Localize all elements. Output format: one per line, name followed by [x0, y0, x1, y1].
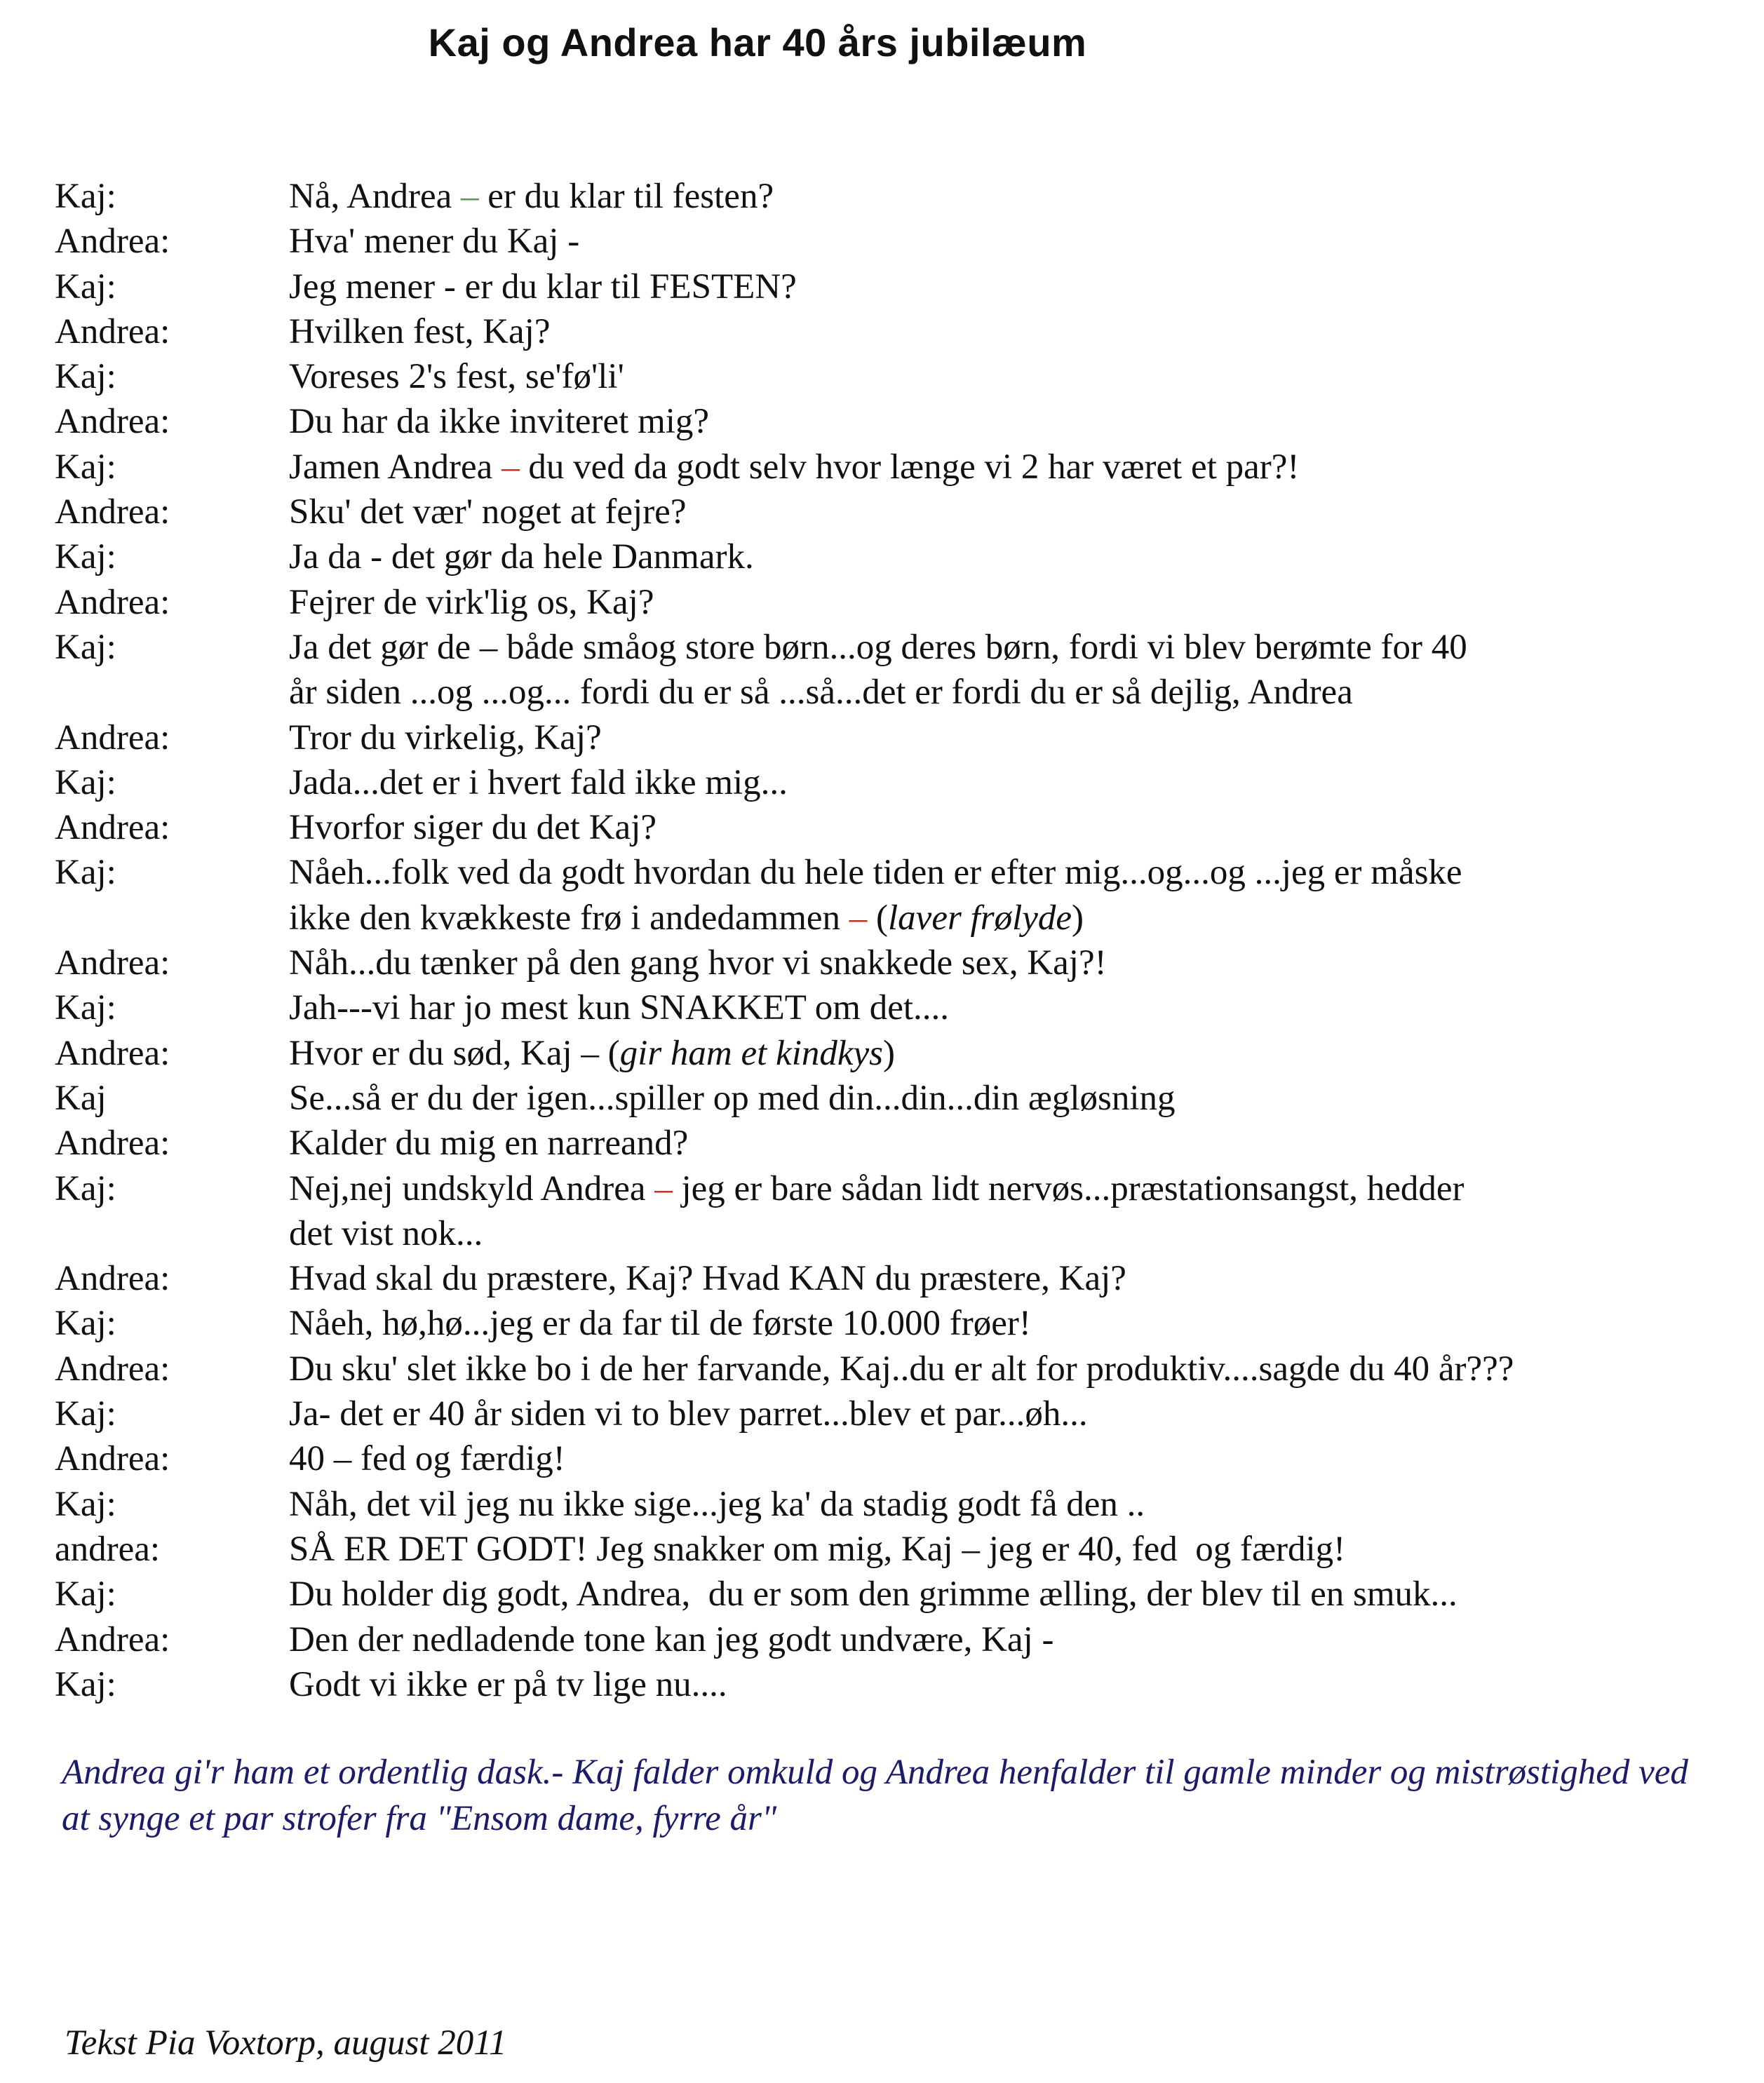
line-segment: du ved da godt selv hvor længe vi 2 har været et par?!	[519, 447, 1300, 487]
dialogue-line	[55, 219, 1738, 264]
line-text	[289, 219, 1738, 264]
dialogue-line	[55, 1121, 1738, 1166]
speaker-name: Andrea:	[55, 1619, 170, 1659]
line-text	[289, 941, 1738, 985]
line-segment: Jah---vi har jo mest kun SNAKKET om det....	[289, 988, 950, 1028]
line-segment: Tror du virkelig, Kaj?	[289, 717, 602, 757]
line-segment: Fejrer de virk'lig os, Kaj?	[289, 582, 654, 622]
speaker-name: Kaj:	[55, 1394, 116, 1434]
line-text	[289, 354, 1738, 399]
speaker-name: Kaj:	[55, 1484, 116, 1524]
dialogue-line	[55, 1662, 1738, 1707]
dialogue-line	[55, 1347, 1738, 1391]
line-segment: Hvor er du sød, Kaj – (	[289, 1033, 620, 1073]
speaker-name: Kaj:	[55, 267, 116, 306]
speaker-name	[55, 1211, 289, 1256]
line-text	[289, 264, 1738, 309]
line-text	[289, 1662, 1738, 1707]
dialogue-line	[55, 1301, 1738, 1346]
dialogue-line	[55, 670, 1738, 715]
line-segment: Ja da - det gør da hele Danmark.	[289, 537, 754, 577]
line-text	[289, 850, 1738, 895]
line-text	[289, 1256, 1738, 1301]
dialogue-line	[55, 580, 1738, 625]
dialogue-line	[55, 850, 1738, 895]
line-segment: år siden ...og ...og... fordi du er så ...så...det er fordi du er så dejlig, Andrea	[289, 673, 1353, 713]
speaker-name: Andrea:	[55, 222, 170, 262]
speaker-name: Kaj:	[55, 357, 116, 397]
speaker-name: Andrea:	[55, 582, 170, 622]
speaker-name: Kaj:	[55, 447, 116, 487]
line-text	[289, 1391, 1738, 1436]
speaker-name: Kaj:	[55, 1664, 116, 1704]
speaker-name: Andrea:	[55, 311, 170, 351]
speaker-name: Kaj:	[55, 537, 116, 577]
line-text	[289, 896, 1738, 941]
line-segment: Nå, Andrea	[289, 177, 461, 216]
dialogue-line	[55, 1256, 1738, 1301]
dialogue-line	[55, 1166, 1738, 1211]
speaker-name: Andrea:	[55, 1349, 170, 1389]
dialogue-line	[55, 941, 1738, 985]
line-segment: Nåeh...folk ved da godt hvordan du hele tiden er efter mig...og...og ...jeg er måske	[289, 853, 1462, 893]
speaker-name: Kaj:	[55, 627, 116, 667]
line-segment: Ja det gør de – både småog store børn...og deres børn, fordi vi blev berømte for 40	[289, 627, 1467, 667]
dialogue-line	[55, 1482, 1738, 1527]
line-segment: Hvad skal du præstere, Kaj? Hvad KAN du præstere, Kaj?	[289, 1259, 1126, 1299]
line-text	[289, 805, 1738, 850]
dialogue-line	[55, 760, 1738, 805]
speaker-name: andrea:	[55, 1529, 161, 1569]
dialogue-line	[55, 1211, 1738, 1256]
dialogue-line	[55, 490, 1738, 534]
page-title: Kaj og Andrea har 40 års jubilæum	[428, 20, 1087, 65]
line-text	[289, 1617, 1738, 1662]
dialogue-line	[55, 445, 1738, 490]
speaker-name: Kaj:	[55, 177, 116, 216]
line-segment: Voreses 2's fest, se'fø'li'	[289, 357, 624, 397]
dialogue	[55, 174, 1738, 1707]
dialogue-line	[55, 174, 1738, 219]
line-text	[289, 1572, 1738, 1617]
speaker-name: Andrea:	[55, 717, 170, 757]
line-segment: Den der nedladende tone kan jeg godt undvære, Kaj -	[289, 1619, 1054, 1659]
line-text	[289, 1031, 1738, 1076]
dialogue-line	[55, 1617, 1738, 1662]
line-text	[289, 490, 1738, 534]
speaker-name: Kaj:	[55, 853, 116, 893]
speaker-name: Andrea:	[55, 808, 170, 848]
line-segment: Jamen Andrea	[289, 447, 502, 487]
line-text	[289, 1076, 1738, 1121]
line-segment: SÅ ER DET GODT! Jeg snakker om mig, Kaj – jeg er 40, fed og færdig!	[289, 1529, 1346, 1569]
line-text	[289, 1347, 1738, 1391]
line-text	[289, 399, 1738, 444]
speaker-name: Kaj:	[55, 1304, 116, 1344]
line-segment: det vist nok...	[289, 1213, 483, 1253]
line-segment: (	[867, 898, 889, 938]
line-segment: Kalder du mig en narreand?	[289, 1124, 689, 1164]
line-text	[289, 1301, 1738, 1346]
dialogue-line	[55, 1031, 1738, 1076]
line-text	[289, 1527, 1738, 1572]
dialogue-line	[55, 1076, 1738, 1121]
line-segment: Nåh, det vil jeg nu ikke sige...jeg ka' da stadig godt få den ..	[289, 1484, 1145, 1524]
line-segment: er du klar til festen?	[478, 177, 774, 216]
dialogue-line	[55, 1527, 1738, 1572]
speaker-name: Kaj:	[55, 1168, 116, 1208]
line-segment: –	[849, 898, 868, 938]
dialogue-line	[55, 354, 1738, 399]
dialogue-line	[55, 309, 1738, 354]
line-segment: Hvorfor siger du det Kaj?	[289, 808, 657, 848]
dialogue-line	[55, 1572, 1738, 1617]
stage-direction: Andrea gi'r ham et ordentlig dask.- Kaj falder omkuld og Andrea henfalder til gamle minder og mistrøstighed ved at synge et par strofer fra "Ensom dame, fyrre år"	[62, 1753, 1688, 1838]
dialogue-line	[55, 896, 1738, 941]
line-text	[289, 625, 1738, 670]
line-text	[289, 174, 1738, 219]
line-segment: –	[461, 177, 479, 216]
dialogue-line	[55, 534, 1738, 579]
speaker-name: Andrea:	[55, 1033, 170, 1073]
line-text	[289, 309, 1738, 354]
speaker-name: Andrea:	[55, 1259, 170, 1299]
line-segment: Jeg mener - er du klar til FESTEN?	[289, 267, 797, 306]
line-segment: –	[501, 447, 520, 487]
speaker-name: Andrea:	[55, 1124, 170, 1164]
line-segment: )	[1072, 898, 1084, 938]
stage-note: laver frølyde	[888, 898, 1072, 938]
line-segment: –	[654, 1168, 673, 1208]
dialogue-line	[55, 625, 1738, 670]
line-text	[289, 580, 1738, 625]
speaker-name	[55, 670, 289, 715]
line-segment: Du sku' slet ikke bo i de her farvande, Kaj..du er alt for produktiv....sagde du 40 år???	[289, 1349, 1514, 1389]
dialogue-line	[55, 1391, 1738, 1436]
line-segment: Du har da ikke inviteret mig?	[289, 402, 710, 442]
line-segment: Sku' det vær' noget at fejre?	[289, 492, 687, 532]
speaker-name: Andrea:	[55, 1439, 170, 1479]
dialogue-line	[55, 399, 1738, 444]
line-text	[289, 534, 1738, 579]
line-segment: Hvilken fest, Kaj?	[289, 311, 551, 351]
line-segment: ikke den kvækkeste frø i andedammen	[289, 898, 849, 938]
line-segment: Nej,nej undskyld Andrea	[289, 1168, 655, 1208]
line-segment: Ja- det er 40 år siden vi to blev parret...blev et par...øh...	[289, 1394, 1088, 1434]
dialogue-line	[55, 715, 1738, 760]
line-text	[289, 760, 1738, 805]
dialogue-line	[55, 985, 1738, 1030]
line-segment: Se...så er du der igen...spiller op med din...din...din ægløsning	[289, 1078, 1176, 1118]
line-segment: )	[882, 1033, 895, 1073]
speaker-name: Andrea:	[55, 492, 170, 532]
credit-line: Tekst Pia Voxtorp, august 2011	[65, 2023, 507, 2063]
dialogue-line	[55, 264, 1738, 309]
speaker-name: Kaj:	[55, 1575, 116, 1615]
line-segment: jeg er bare sådan lidt nervøs...præstationsangst, hedder	[672, 1168, 1465, 1208]
line-text	[289, 985, 1738, 1030]
line-segment: Godt vi ikke er på tv lige nu....	[289, 1664, 727, 1704]
dialogue-line	[55, 805, 1738, 850]
line-segment: Hva' mener du Kaj -	[289, 222, 580, 262]
line-text	[289, 1121, 1738, 1166]
speaker-name: Kaj:	[55, 762, 116, 802]
line-text	[289, 715, 1738, 760]
line-segment: Du holder dig godt, Andrea, du er som den grimme ælling, der blev til en smuk...	[289, 1575, 1457, 1615]
speaker-name: Andrea:	[55, 402, 170, 442]
line-text	[289, 1211, 1738, 1256]
dialogue-line	[55, 1436, 1738, 1481]
line-segment: Nåh...du tænker på den gang hvor vi snakkede sex, Kaj?!	[289, 943, 1107, 983]
line-segment: Jada...det er i hvert fald ikke mig...	[289, 762, 788, 802]
line-segment: Nåeh, hø,hø...jeg er da far til de første 10.000 frøer!	[289, 1304, 1031, 1344]
speaker-name: Kaj	[55, 1078, 107, 1118]
line-segment: 40 – fed og færdig!	[289, 1439, 565, 1479]
line-text	[289, 1436, 1738, 1481]
line-text	[289, 445, 1738, 490]
line-text	[289, 670, 1738, 715]
speaker-name: Andrea:	[55, 943, 170, 983]
line-text	[289, 1166, 1738, 1211]
speaker-name	[55, 896, 289, 941]
line-text	[289, 1482, 1738, 1527]
stage-note: gir ham et kindkys	[619, 1033, 883, 1073]
speaker-name: Kaj:	[55, 988, 116, 1028]
